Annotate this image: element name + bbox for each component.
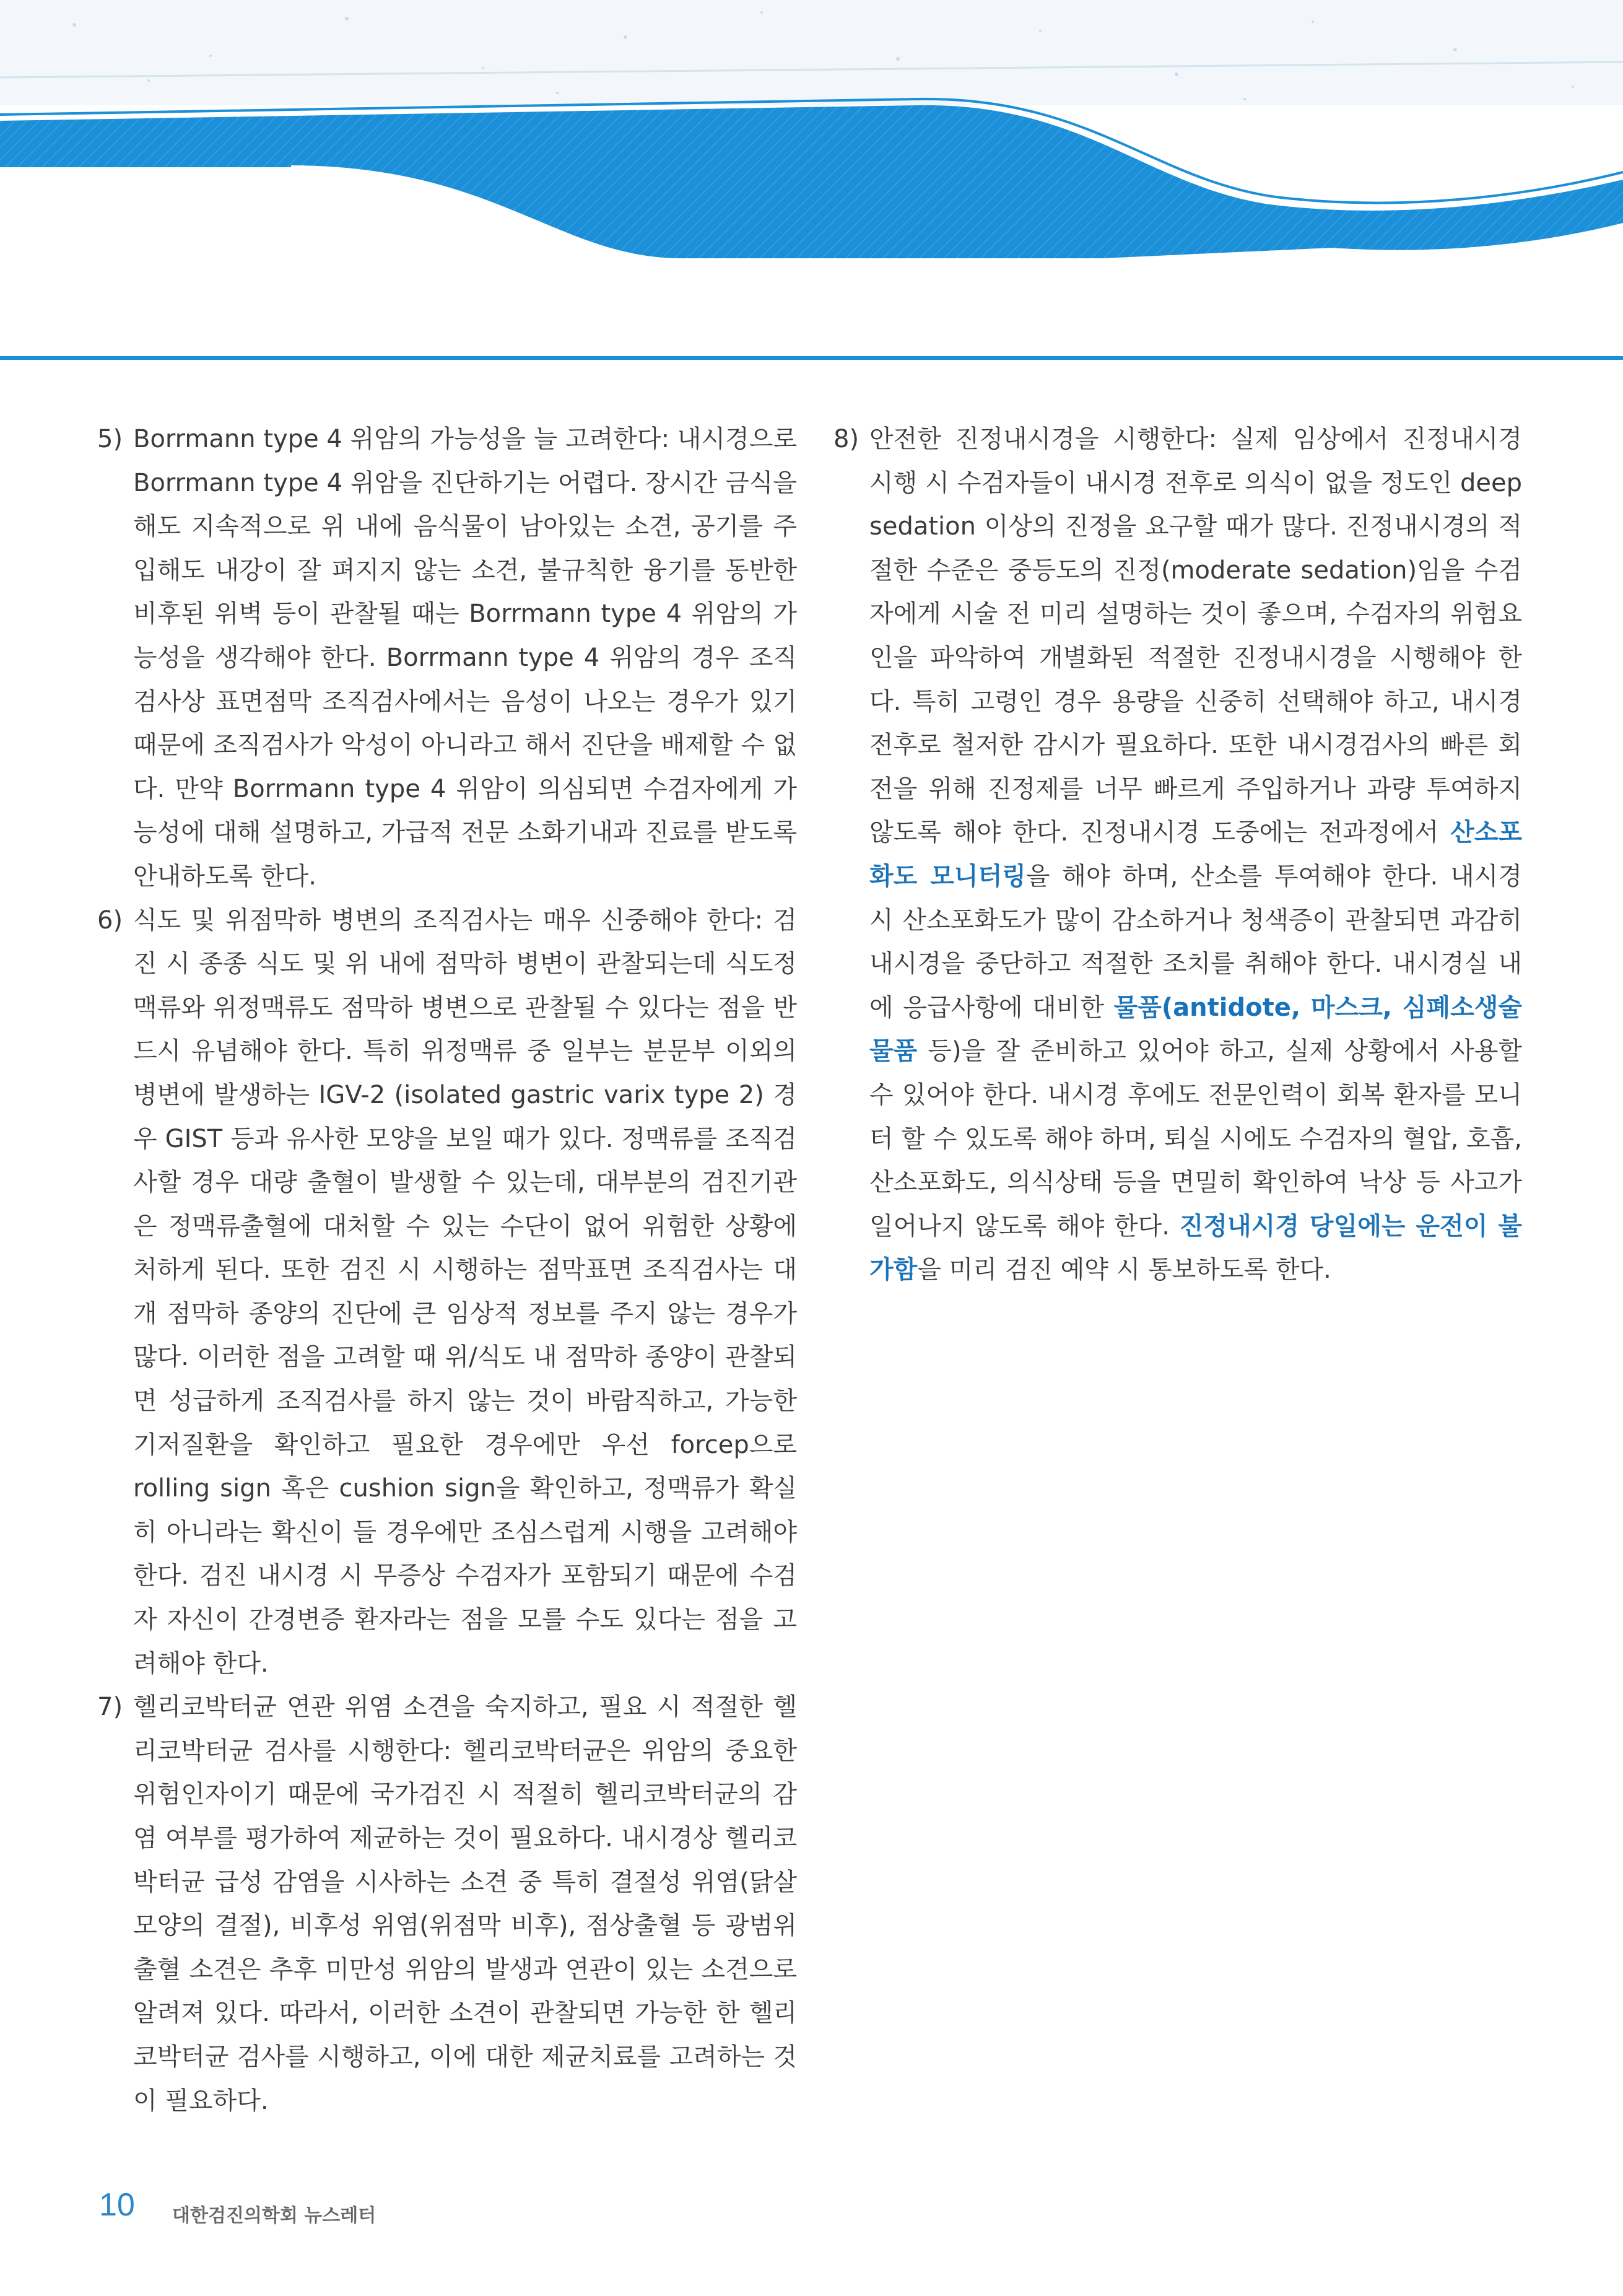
item-text: 등)을 잘 준비하고 있어야 하고, 실제 상황에서 사용할 수 있어야 한다. 내시경 후에도 전문인력이 회복 환자를 모니터 할 수 있도록 해야 하며, 퇴실 시에도 수검자의 혈압, 호흡, 산소포화도, 의식상태 등을 면밀히 확인하여 낙상 등 사고가 일어나지 않도록 해야 한다. xyxy=(869,1037,1523,1241)
item-number: 7) xyxy=(97,1693,123,1722)
highlight-oxygen-monitoring: 산소포화도 모니터링 xyxy=(869,818,1522,891)
wave-banner-graphic xyxy=(0,0,1623,365)
highlight-no-driving: 진정내시경 당일에는 운전이 불가함 xyxy=(869,1211,1522,1285)
list-item xyxy=(91,899,797,1686)
left-column xyxy=(91,417,797,2123)
item-number: 8) xyxy=(833,425,859,453)
item-text: 을 해야 하며, 산소를 투여해야 한다. 내시경 시 산소포화도가 많이 감소하거나 청색증이 관찰되면 과감히 내시경을 중단하고 적절한 조치를 취해야 한다. 내시경실 내에 응급사항에 대비한 xyxy=(869,862,1522,1022)
page-number: 10 xyxy=(99,2187,135,2223)
item-text: 식도 및 위점막하 병변의 조직검사는 매우 신중해야 한다: 검진 시 종종 식도 및 위 내에 점막하 병변이 관찰되는데 식도정맥류와 위정맥류도 점막하 병변으로 관찰될 수 있다는 점을 반드시 유념해야 한다. 특히 위정맥류 중 일부는 분문부 이외의 병변에 발생하는 IGV-2 (isolated gastric varix type 2) 경우 GIST 등과 유사한 모양을 보일 때가 있다. 정맥류를 조직검사할 경우 대량 출혈이 발생할 수 있는데, 대부분의 검진기관은 정맥류출혈에 대처할 수 있는 수단이 없어 위험한 상황에 처하게 된다. 또한 검진 시 시행하는 점막표면 조직검사는 대개 점막하 종양의 진단에 큰 임상적 정보를 주지 않는 경우가 많다. 이러한 점을 고려할 때 위/식도 내 점막하 종양이 관찰되면 성급하게 조직검사를 하지 않는 것이 바람직하고, 가능한 기저질환을 확인하고 필요한 경우에만 우선 forcep으로 rolling sign 혹은 cushion sign을 확인하고, 정맥류가 확실히 아니라는 확신이 들 경우에만 조심스럽게 시행을 고려해야 한다. 검진 내시경 시 무증상 수검자가 포함되기 때문에 수검자 자신이 간경변증 환자라는 점을 모를 수도 있다는 점을 고려해야 한다. xyxy=(133,906,797,1678)
item-text: Borrmann type 4 위암의 가능성을 늘 고려한다: 내시경으로 Borrmann type 4 위암을 진단하기는 어렵다. 장시간 금식을 해도 지속적으로 위 내에 음식물이 남아있는 소견, 공기를 주입해도 내강이 잘 펴지지 않는 소견, 불규칙한 융기를 동반한 비후된 위벽 등이 관찰될 때는 Borrmann type 4 위암의 가능성을 생각해야 한다. Borrmann type 4 위암의 경우 조직검사상 표면점막 조직검사에서는 음성이 나오는 경우가 있기 때문에 조직검사가 악성이 아니라고 해서 진단을 배제할 수 없다. 만약 Borrmann type 4 위암이 의심되면 수검자에게 가능성에 대해 설명하고, 가급적 전문 소화기내과 진료를 받도록 안내하도록 한다. xyxy=(133,425,797,891)
item-number: 6) xyxy=(97,906,123,935)
right-column xyxy=(827,417,1522,1292)
header-banner xyxy=(0,0,1623,365)
item-number: 5) xyxy=(97,425,123,453)
item-text: 헬리코박터균 연관 위염 소견을 숙지하고, 필요 시 적절한 헬리코박터균 검사를 시행한다: 헬리코박터균은 위암의 중요한 위험인자이기 때문에 국가검진 시 적절히 헬리코박터균의 감염 여부를 평가하여 제균하는 것이 필요하다. 내시경상 헬리코박터균 급성 감염을 시사하는 소견 중 특히 결절성 위염(닭살 모양의 결절), 비후성 위염(위점막 비후), 점상출혈 등 광범위 출혈 소견은 추후 미만성 위암의 발생과 연관이 있는 소견으로 알려져 있다. 따라서, 이러한 소견이 관찰되면 가능한 한 헬리코박터균 검사를 시행하고, 이에 대한 제균치료를 고려하는 것이 필요하다. xyxy=(133,1693,797,2115)
list-item xyxy=(827,417,1522,1292)
item-text: 을 미리 검진 예약 시 통보하도록 한다. xyxy=(917,1255,1331,1285)
highlight-emergency-supplies: 물품(antidote, 마스크, 심폐소생술 물품 xyxy=(869,993,1522,1066)
list-item xyxy=(91,1685,797,2123)
header-rule xyxy=(0,356,1623,360)
publication-title: 대한검진의학회 뉴스레터 xyxy=(172,2205,376,2227)
speckled-top-band xyxy=(0,0,1623,105)
item-text: 안전한 진정내시경을 시행한다: 실제 임상에서 진정내시경 시행 시 수검자들이 내시경 전후로 의식이 없을 정도인 deep sedation 이상의 진정을 요구할 때가 많다. 진정내시경의 적절한 수준은 중등도의 진정(moderate sedation)임을 수검자에게 시술 전 미리 설명하는 것이 좋으며, 수검자의 위험요인을 파악하여 개별화된 적절한 진정내시경을 시행해야 한다. 특히 고령인 경우 용량을 신중히 선택해야 하고, 내시경 전후로 철저한 감시가 필요하다. 또한 내시경검사의 빠른 회전을 위해 진정제를 너무 빠르게 주입하거나 과량 투여하지 않도록 해야 한다. 진정내시경 도중에는 전과정에서 xyxy=(869,425,1522,847)
list-item xyxy=(91,417,797,899)
